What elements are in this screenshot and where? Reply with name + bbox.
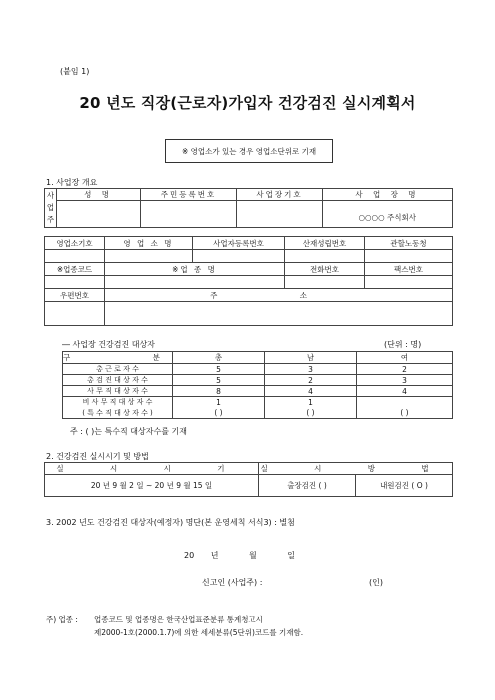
date-line <box>184 550 324 561</box>
header-address: 주 소 <box>105 289 453 302</box>
address-cell[interactable] <box>105 302 453 326</box>
header-branch-name: 영 업 소 명 <box>105 237 193 250</box>
target-row-office-workers <box>63 386 453 397</box>
date-month-label: 월 <box>249 551 257 560</box>
target-row-non-office-workers <box>63 397 453 408</box>
row-female[interactable] <box>357 397 453 408</box>
row-male[interactable]: ( ) <box>265 408 357 419</box>
branch-name-cell[interactable] <box>105 250 193 263</box>
header-labor-office: 관할노동청 <box>365 237 453 250</box>
fax-cell[interactable] <box>365 276 453 289</box>
row-male[interactable]: 2 <box>265 375 357 386</box>
header-industry-name: ※업 종 명 <box>105 263 285 276</box>
row-female[interactable]: 4 <box>357 386 453 397</box>
header-male: 남 <box>265 352 357 364</box>
date-year[interactable]: 20 <box>184 551 195 560</box>
row-total[interactable]: 8 <box>173 386 265 397</box>
method-outbound[interactable]: 출장검진 ( ) <box>259 475 356 497</box>
header-resident-number: 주민등록번호 <box>141 189 237 201</box>
schedule-table <box>44 462 453 497</box>
labor-office-cell[interactable] <box>365 250 453 263</box>
row-label: 사 무 직 대 상 자 수 <box>63 386 173 397</box>
employer-name-cell[interactable] <box>57 201 141 228</box>
workplace-name-cell[interactable]: ○○○○ 주식회사 <box>323 201 453 228</box>
header-method: 실 시 방 법 <box>260 464 451 473</box>
header-workplace-name: 사 업 장 명 <box>323 189 453 201</box>
row-total[interactable]: 5 <box>173 375 265 386</box>
employer-resident-number-cell[interactable] <box>141 201 237 228</box>
header-name: 성 명 <box>57 189 141 201</box>
period-value[interactable]: 20 년 9 월 2 일 ~ 20 년 9 월 15 일 <box>45 475 259 497</box>
header-branch-code: 영업소기호 <box>45 237 105 250</box>
row-total[interactable]: 5 <box>173 364 265 375</box>
header-total: 총 <box>173 352 265 364</box>
header-business-reg-number: 사업자등록번호 <box>193 237 285 250</box>
header-postal-code: 우편번호 <box>45 289 105 302</box>
annex-label: (붙임 1) <box>60 67 90 76</box>
applicant-label: 신고인 (사업주) : <box>202 578 263 587</box>
row-male[interactable]: 1 <box>265 397 357 408</box>
row-label: 비 사 무 직 대 상 자 수 <box>63 397 173 408</box>
row-label: 총 근 로 자 수 <box>63 364 173 375</box>
employer-table <box>44 188 453 228</box>
branch-code-cell[interactable] <box>45 250 105 263</box>
date-year-label: 년 <box>210 551 219 560</box>
page-title: 20 년도 직장(근로자)가입자 건강검진 실시계획서 <box>79 94 416 112</box>
note-box <box>165 139 333 163</box>
industry-code-cell[interactable] <box>45 276 105 289</box>
accident-insurance-number-cell[interactable] <box>285 250 365 263</box>
applicant-seal: (인) <box>369 578 383 587</box>
business-reg-number-cell[interactable] <box>193 250 285 263</box>
industry-name-cell[interactable] <box>105 276 285 289</box>
header-workplace-code: 사업장기호 <box>237 189 323 201</box>
footer-line1: 업종코드 및 업종명은 한국산업표준분류 통계청고시 <box>94 615 263 624</box>
footer-line2: 제2000-1호(2000.1.7)에 의한 세세분류(5단위)코드를 기재함. <box>94 628 304 637</box>
row-female[interactable]: ( ) <box>357 408 453 419</box>
row-label: ( 특 수 직 대 상 자 수 ) <box>63 408 173 419</box>
employer-side-label: 사 업 주 <box>45 189 57 228</box>
row-male[interactable]: 4 <box>265 386 357 397</box>
method-inhouse[interactable]: 내원검진 ( O ) <box>356 475 453 497</box>
header-period: 실 시 시 기 <box>45 463 259 475</box>
row-label: 총 검 진 대 상 자 수 <box>63 375 173 386</box>
row-total[interactable]: ( ) <box>173 408 265 419</box>
header-industry-code: ※업종코드 <box>45 263 105 276</box>
target-table <box>62 351 453 419</box>
section3-heading: 3. 2002 년도 건강검진 대상자(예정자) 명단(본 운영세칙 서식3) : 별첨 <box>46 518 295 527</box>
row-female[interactable]: 2 <box>357 364 453 375</box>
header-accident-insurance-number: 산재성립번호 <box>285 237 365 250</box>
phone-cell[interactable] <box>285 276 365 289</box>
branch-table <box>44 236 453 326</box>
target-heading: ― 사업장 건강검진 대상자 <box>62 340 155 349</box>
section1-heading: 1. 사업장 개요 <box>46 178 98 187</box>
postal-code-cell[interactable] <box>45 302 105 326</box>
header-fax: 팩스번호 <box>365 263 453 276</box>
target-row-total-workers <box>63 364 453 375</box>
section2-heading: 2. 건강검진 실시시기 및 방법 <box>46 452 149 461</box>
row-female[interactable]: 3 <box>357 375 453 386</box>
date-day-label: 일 <box>287 551 296 560</box>
target-unit: (단위 : 명) <box>384 340 422 349</box>
row-total[interactable]: 1 <box>173 397 265 408</box>
workplace-code-cell[interactable] <box>237 201 323 228</box>
header-female: 여 <box>357 352 453 364</box>
note-text: ※ 영업소가 있는 경우 영업소단위로 기재 <box>181 146 317 156</box>
row-male[interactable]: 3 <box>265 364 357 375</box>
footer-prefix: 주) 업종 : <box>46 615 78 624</box>
target-row-special-workers <box>63 408 453 419</box>
target-footnote: 주 : ( )는 특수직 대상자수를 기재 <box>70 427 187 436</box>
header-phone: 전화번호 <box>285 263 365 276</box>
target-row-checkup-targets <box>63 375 453 386</box>
header-category: 구 분 <box>63 353 200 362</box>
